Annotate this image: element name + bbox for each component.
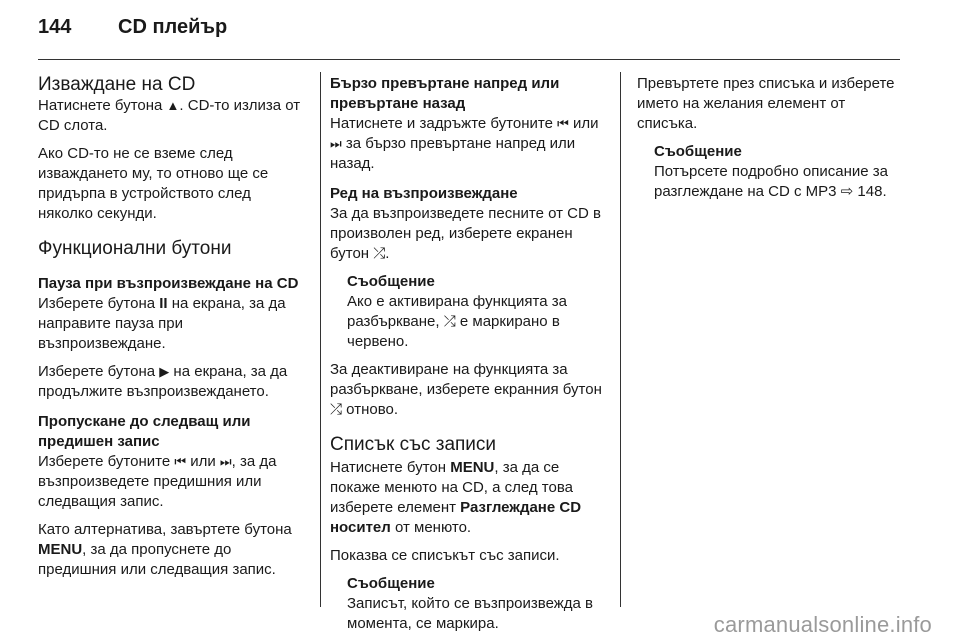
functions-heading: Функционални бутони <box>38 238 232 259</box>
browse-menu-item-label: Разглеждане CD носител <box>330 499 582 536</box>
skip-paragraph-2: Като алтернатива, завъртете бутона MENU, за да пропуснете до предишния или следващия запис. <box>38 521 292 578</box>
header-rule <box>38 59 900 60</box>
pause-icon: II <box>159 295 168 312</box>
note-text: Ако е активирана функцията за разбъркване, ⤮ е маркирано в червено. <box>347 293 567 350</box>
scroll-paragraph: Превъртете през списъка и изберете името на желания елемент от списъка. <box>637 75 895 132</box>
note-title: Съобщение <box>347 575 435 592</box>
tracklist-paragraph-2: Показва се списъкът със записи. <box>330 547 560 564</box>
menu-button-label: MENU <box>450 459 495 476</box>
eject-paragraph: Натиснете бутона ▲. CD-то излиза от CD слота. <box>38 97 301 134</box>
note-mp3 <box>637 142 909 202</box>
shuffle-paragraph: За да възпроизведете песните от CD в произволен ред, изберете екранен бутон ⤮. <box>330 205 601 262</box>
menu-button-label: MENU <box>38 541 83 558</box>
note-text: Записът, който се възпроизвежда в момента, се маркира. <box>347 595 594 632</box>
column-2 <box>330 74 602 642</box>
tracklist-paragraph: Натиснете бутон MENU, за да се покаже менюто на CD, а след това изберете елемент Разглеждане CD носител от менюто. <box>330 459 582 536</box>
note-title: Съобщение <box>347 273 435 290</box>
shuffle-icon: ⤮ <box>443 313 456 330</box>
shuffle-icon: ⤮ <box>330 401 343 418</box>
previous-track-icon: ⏮ <box>174 454 187 469</box>
page-number: 144 <box>38 16 72 38</box>
shuffle-heading: Ред на възпроизвеждане <box>330 185 518 202</box>
previous-track-icon: ⏮ <box>557 116 569 131</box>
fast-forward-paragraph: Натиснете и задръжте бутоните ⏮ или ⏭ за бързо превъртане напред или назад. <box>330 115 599 172</box>
note-title: Съобщение <box>654 143 742 160</box>
watermark: carmanualsonline.info <box>713 612 932 637</box>
page-header <box>38 16 227 46</box>
page-title: CD плейър <box>118 16 228 38</box>
note-text: Потърсете подробно описание за разглеждане на CD с MP3 ⇨ 148. <box>654 163 888 200</box>
fast-forward-heading: Бързо превъртане напред или превъртане назад <box>330 75 560 112</box>
column-divider-2 <box>620 72 621 607</box>
page-reference-arrow-icon: ⇨ <box>840 183 854 200</box>
eject-paragraph-2: Ако CD-то не се вземе след изваждането му, то отново ще се придърпа в устройството след няколко секунди. <box>38 145 269 222</box>
tracklist-heading: Списък със записи <box>330 434 497 455</box>
shuffle-icon: ⤮ <box>373 245 386 262</box>
pause-paragraph: Изберете бутона II на екрана, за да направите пауза при възпроизвеждане. <box>38 295 286 352</box>
deactivate-paragraph: За деактивиране на функцията за разбъркване, изберете екранния бутон ⤮ отново. <box>330 361 602 418</box>
note-shuffle <box>330 272 602 352</box>
column-divider-1 <box>320 72 321 607</box>
pause-heading: Пауза при възпроизвеждане на CD <box>38 275 299 292</box>
skip-paragraph: Изберете бутоните ⏮ или ⏭, за да възпроизведете предишния или следващия запис. <box>38 453 277 510</box>
eject-heading: Изваждане на CD <box>38 74 196 95</box>
play-paragraph: Изберете бутона ▶ на екрана, за да продължите възпроизвеждането. <box>38 363 288 400</box>
column-3 <box>637 74 909 210</box>
skip-heading: Пропускане до следващ или предишен запис <box>38 413 251 450</box>
eject-icon: ▲ <box>166 98 180 113</box>
play-icon: ▶ <box>159 364 170 379</box>
next-track-icon: ⏭ <box>330 136 342 151</box>
column-1 <box>38 74 306 588</box>
next-track-icon: ⏭ <box>219 454 232 469</box>
note-current-track <box>330 574 602 634</box>
